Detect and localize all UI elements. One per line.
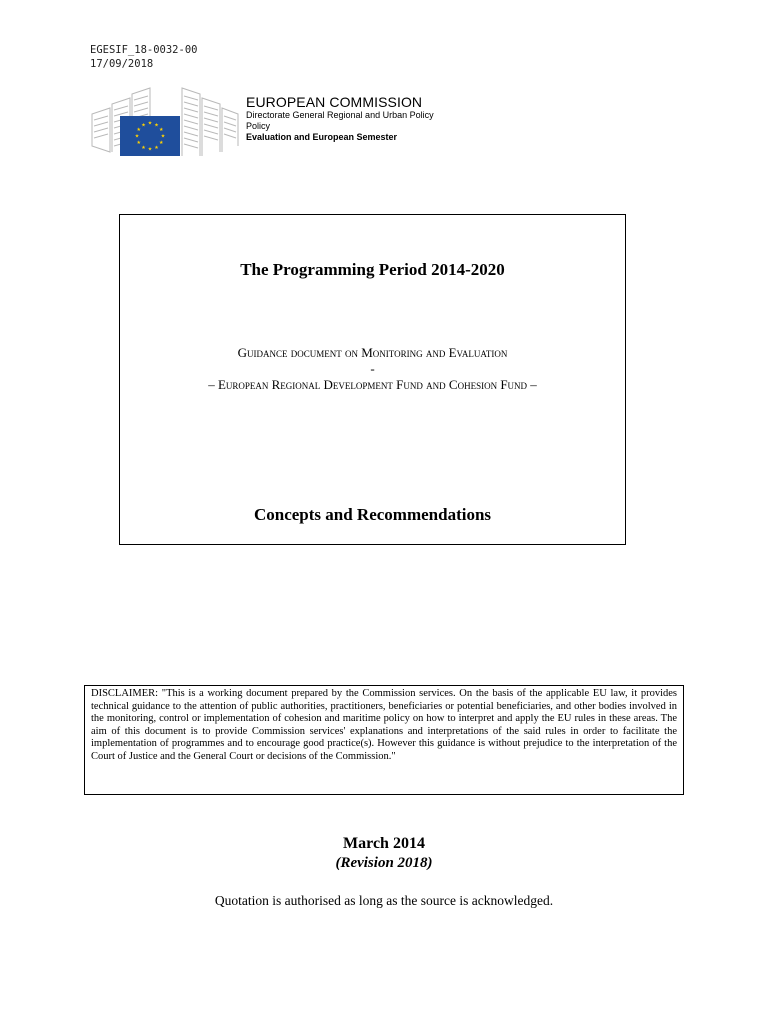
- guidance-dash: -: [370, 361, 375, 376]
- star-icon: ★: [154, 123, 159, 129]
- star-icon: ★: [159, 141, 164, 147]
- star-icon: ★: [136, 128, 141, 134]
- policy-label: Policy: [246, 121, 271, 131]
- doc-ref-number: EGESIF_18-0032-00: [90, 44, 198, 56]
- european-commission-logo: [90, 86, 240, 158]
- star-icon: ★: [134, 134, 140, 140]
- disclaimer-text: DISCLAIMER: "This is a working document prepared by the Commission services. On the basis of the applicable EU law, it provides technical guidance to the attention of public authorities, practitioners, beneficiaries or potential beneficiaries, and other bodies involved in the monitoring, control or implementation of cohesion and maritime policy on how to interpret and apply the EU rules in these areas. The aim of this document is to provide Commission services' explanations and interpretations of the said rules in order to facilitate the implementation of programmes and to encourage good practice(s). However this guidance is without prejudice to the interpretation of the Court of Justice and the General Court or decisions of the Commission.": [91, 688, 677, 762]
- institution-block: [246, 94, 434, 143]
- disclaimer-box: [84, 685, 684, 795]
- star-icon: ★: [147, 147, 153, 153]
- unit-name: Evaluation and European Semester: [246, 132, 398, 142]
- revision-label: (Revision 2018): [335, 855, 433, 871]
- directorate-name: Directorate General Regional and Urban Policy: [246, 110, 434, 120]
- guidance-line-2: – European Regional Development Fund and Cohesion Fund –: [208, 377, 537, 392]
- guidance-line-1: Guidance document on Monitoring and Evaluation: [237, 345, 508, 360]
- document-title: The Programming Period 2014-2020: [240, 260, 505, 279]
- quotation-notice: Quotation is authorised as long as the source is acknowledged.: [214, 893, 554, 908]
- star-icon: ★: [141, 123, 146, 129]
- star-icon: ★: [141, 145, 146, 151]
- guidance-heading: [120, 345, 625, 393]
- star-icon: ★: [160, 134, 166, 140]
- publication-date: March 2014: [343, 835, 425, 852]
- star-icon: ★: [159, 128, 164, 134]
- doc-ref-date: 17/09/2018: [90, 58, 154, 70]
- star-icon: ★: [147, 121, 153, 127]
- document-reference: [90, 43, 197, 71]
- star-icon: ★: [154, 145, 159, 151]
- title-box: [119, 214, 626, 545]
- document-subtitle: Concepts and Recommendations: [253, 505, 492, 524]
- institution-name: EUROPEAN COMMISSION: [246, 94, 423, 110]
- star-icon: ★: [136, 141, 141, 147]
